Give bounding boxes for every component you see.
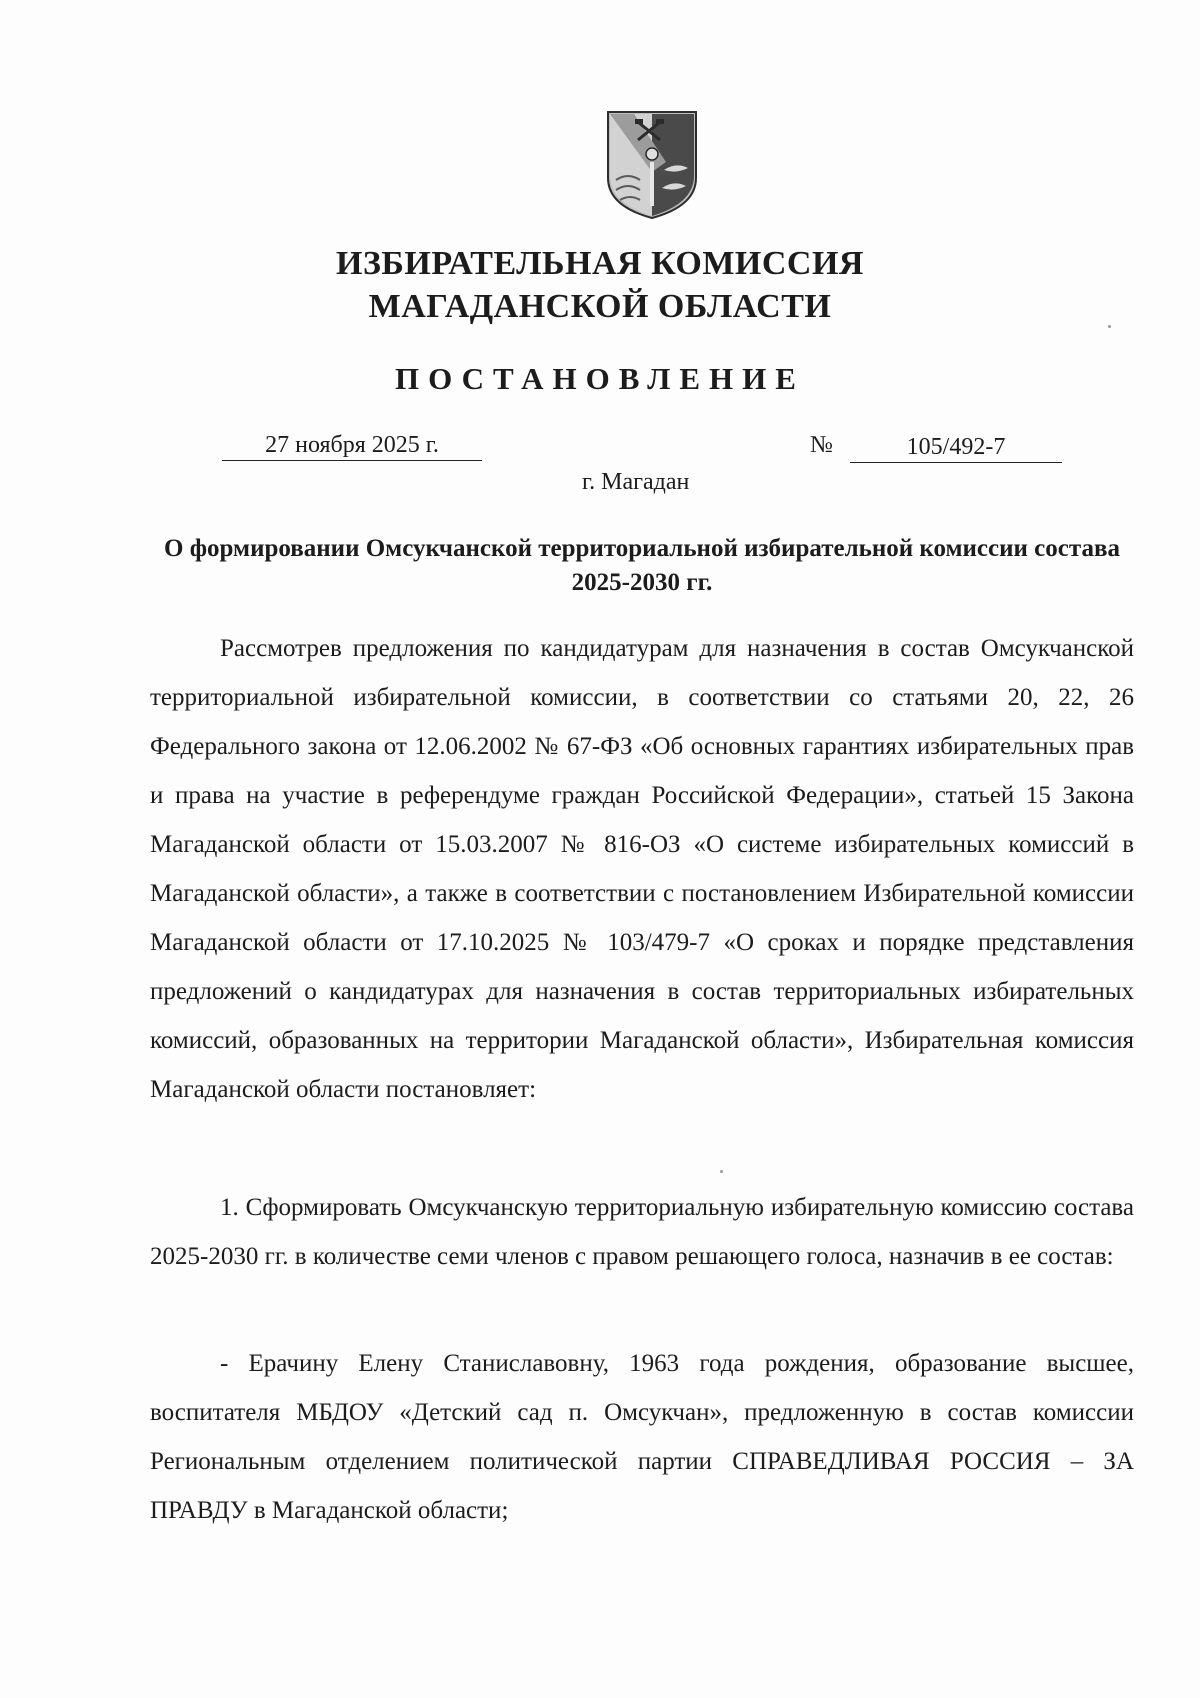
document-subject-heading: О формировании Омсукчанской территориальной избирательной комиссии состава 2025-2030 гг. — [164, 535, 1120, 596]
document-city: г. Магадан — [582, 469, 690, 495]
magadan-region-coat-of-arms-icon — [604, 108, 700, 222]
resolution-item-1: 1. Сформировать Омсукчанскую территориальную избирательную комиссию состава 2025-2030 гг. в количестве семи членов с правом решающего голоса, назначив в ее состав: — [150, 1194, 1134, 1270]
document-date: 27 ноября 2025 г. — [222, 430, 482, 461]
preamble-paragraph: Рассмотрев предложения по кандидатурам для назначения в состав Омсукчанской территориальной избирательной комиссии, в соответствии со статьями 20, 22, 26 Федерального закона от 12.06.2002 № 67-ФЗ «Об основных гарантиях избирательных прав и права на участие в референдуме граждан Российской Федерации», статьей 15 Закона Магаданской области от 15.03.2007 № 816-ОЗ «О системе избирательных комиссий в Магаданской области», а также в соответствии с постановлением Избирательной комиссии Магаданской области от 17.10.2025 № 103/479-7 «О сроках и порядке представления предложений о кандидатурах для назначения в состав территориальных избирательных комиссий, образованных на территории Магаданской области», Избирательная комиссия Магаданской области постановляет: — [150, 635, 1134, 1103]
scan-speck — [1108, 325, 1111, 328]
scan-speck — [720, 1170, 723, 1173]
organization-name-line-2: МАГАДАНСКОЙ ОБЛАСТИ — [368, 288, 832, 325]
document-type-title: ПОСТАНОВЛЕНИЕ — [395, 361, 805, 396]
organization-name-line-1: ИЗБИРАТЕЛЬНАЯ КОМИССИЯ — [336, 245, 864, 282]
document-number: 105/492-7 — [850, 432, 1062, 463]
member-appointment-item: - Ерачину Елену Станиславовну, 1963 года рождения, образование высшее, воспитателя МБДОУ «Детский сад п. Омсукчан», предложенную в состав комиссии Региональным отделением политической партии СПРАВЕДЛИВАЯ РОССИЯ – ЗА ПРАВДУ в Магаданской области; — [150, 1350, 1134, 1524]
number-sign: № — [810, 432, 833, 458]
